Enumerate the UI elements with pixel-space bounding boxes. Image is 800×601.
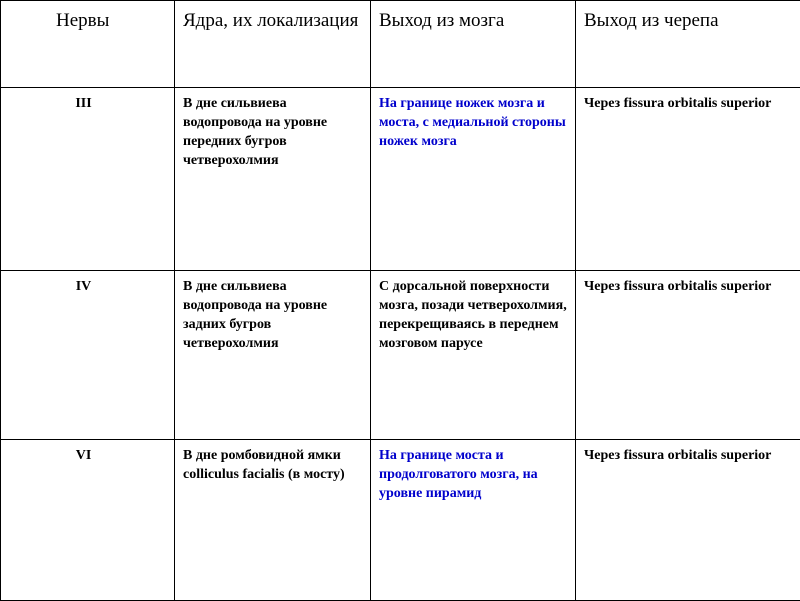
skull-exit-cell: Через fissura orbitalis superior [576,271,800,440]
nucleus-cell: В дне сильвиева водопровода на уровне передних бугров четверохолмия [175,88,371,271]
header-brain-exit: Выход из мозга [371,1,576,88]
header-nerves: Нервы [1,1,175,88]
nucleus-cell: В дне ромбовидной ямки colliculus facialis (в мосту) [175,440,371,601]
nerve-cell: VI [1,440,175,601]
nerve-cell: IV [1,271,175,440]
brain-exit-cell: На границе ножек мозга и моста, с медиальной стороны ножек мозга [371,88,576,271]
table-row [1,271,800,440]
header-row [1,1,800,88]
brain-exit-cell: На границе моста и продолговатого мозга, на уровне пирамид [371,440,576,601]
skull-exit-cell: Через fissura orbitalis superior [576,440,800,601]
brain-exit-cell: С дорсальной поверхности мозга, позади четверохолмия, перекрещиваясь в переднем мозговом парусе [371,271,576,440]
table-row [1,440,800,601]
table-row [1,88,800,271]
nucleus-cell: В дне сильвиева водопровода на уровне задних бугров четверохолмия [175,271,371,440]
skull-exit-cell: Через fissura orbitalis superior [576,88,800,271]
nerve-cell: III [1,88,175,271]
header-skull-exit: Выход из черепа [576,1,800,88]
header-nuclei: Ядра, их локализация [175,1,371,88]
